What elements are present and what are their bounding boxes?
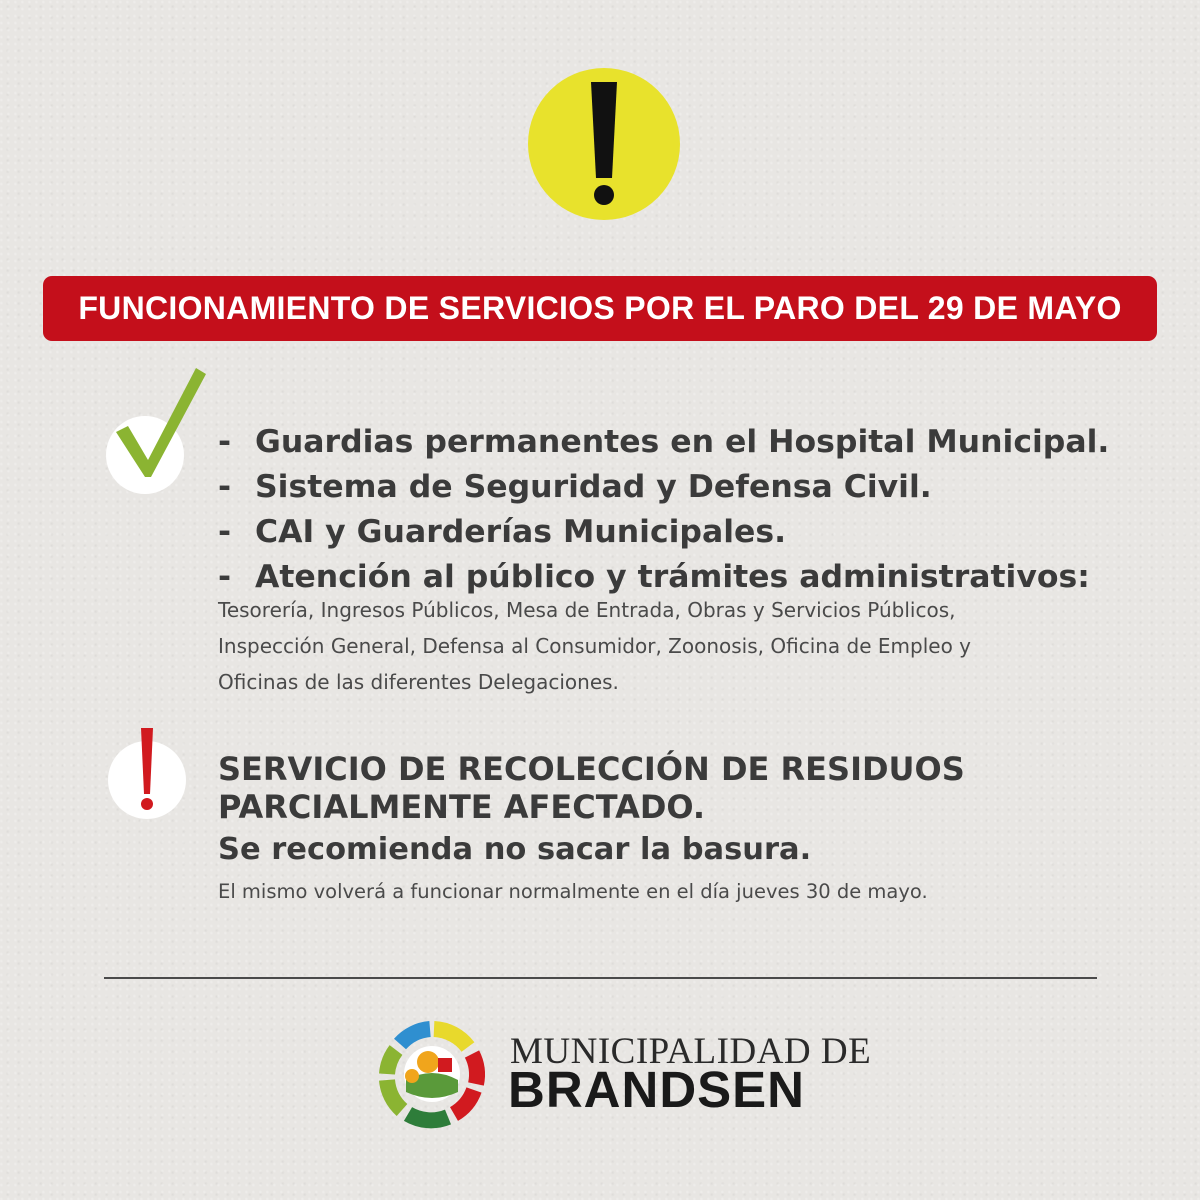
offices-line: Tesorería, Ingresos Públicos, Mesa de Entrada, Obras y Servicios Públicos, [218,598,956,622]
offices-line: Oficinas de las diferentes Delegaciones. [218,670,619,694]
municipal-logo [372,1014,492,1134]
exclamation-icon [108,722,186,822]
org-name-line1: MUNICIPALIDAD DE [510,1031,872,1072]
exclamation-icon [528,68,680,220]
list-item: - CAI y Guarderías Municipales. [218,514,787,550]
offices-line: Inspección General, Defensa al Consumidor, Zoonosis, Oficina de Empleo y [218,634,971,658]
residuos-recommendation: Se recomienda no sacar la basura. [218,832,812,867]
check-icon [104,360,214,485]
warning-circle [528,68,680,220]
banner-title: FUNCIONAMIENTO DE SERVICIOS POR EL PARO DEL 29 DE MAYO [78,290,1122,326]
residuos-note: El mismo volverá a funcionar normalmente en el día jueves 30 de mayo. [218,880,928,903]
title-banner [43,276,1157,341]
list-item: - Atención al público y trámites administrativos: [218,559,1090,595]
list-item: - Guardias permanentes en el Hospital Municipal. [218,424,1110,460]
divider [104,977,1097,979]
list-item: - Sistema de Seguridad y Defensa Civil. [218,469,932,505]
offices-text [218,592,1118,700]
org-name-line2: BRANDSEN [508,1061,806,1118]
services-list [218,420,1178,600]
residuos-title: SERVICIO DE RECOLECCIÓN DE RESIDUOS PARCIALMENTE AFECTADO. [218,750,965,826]
